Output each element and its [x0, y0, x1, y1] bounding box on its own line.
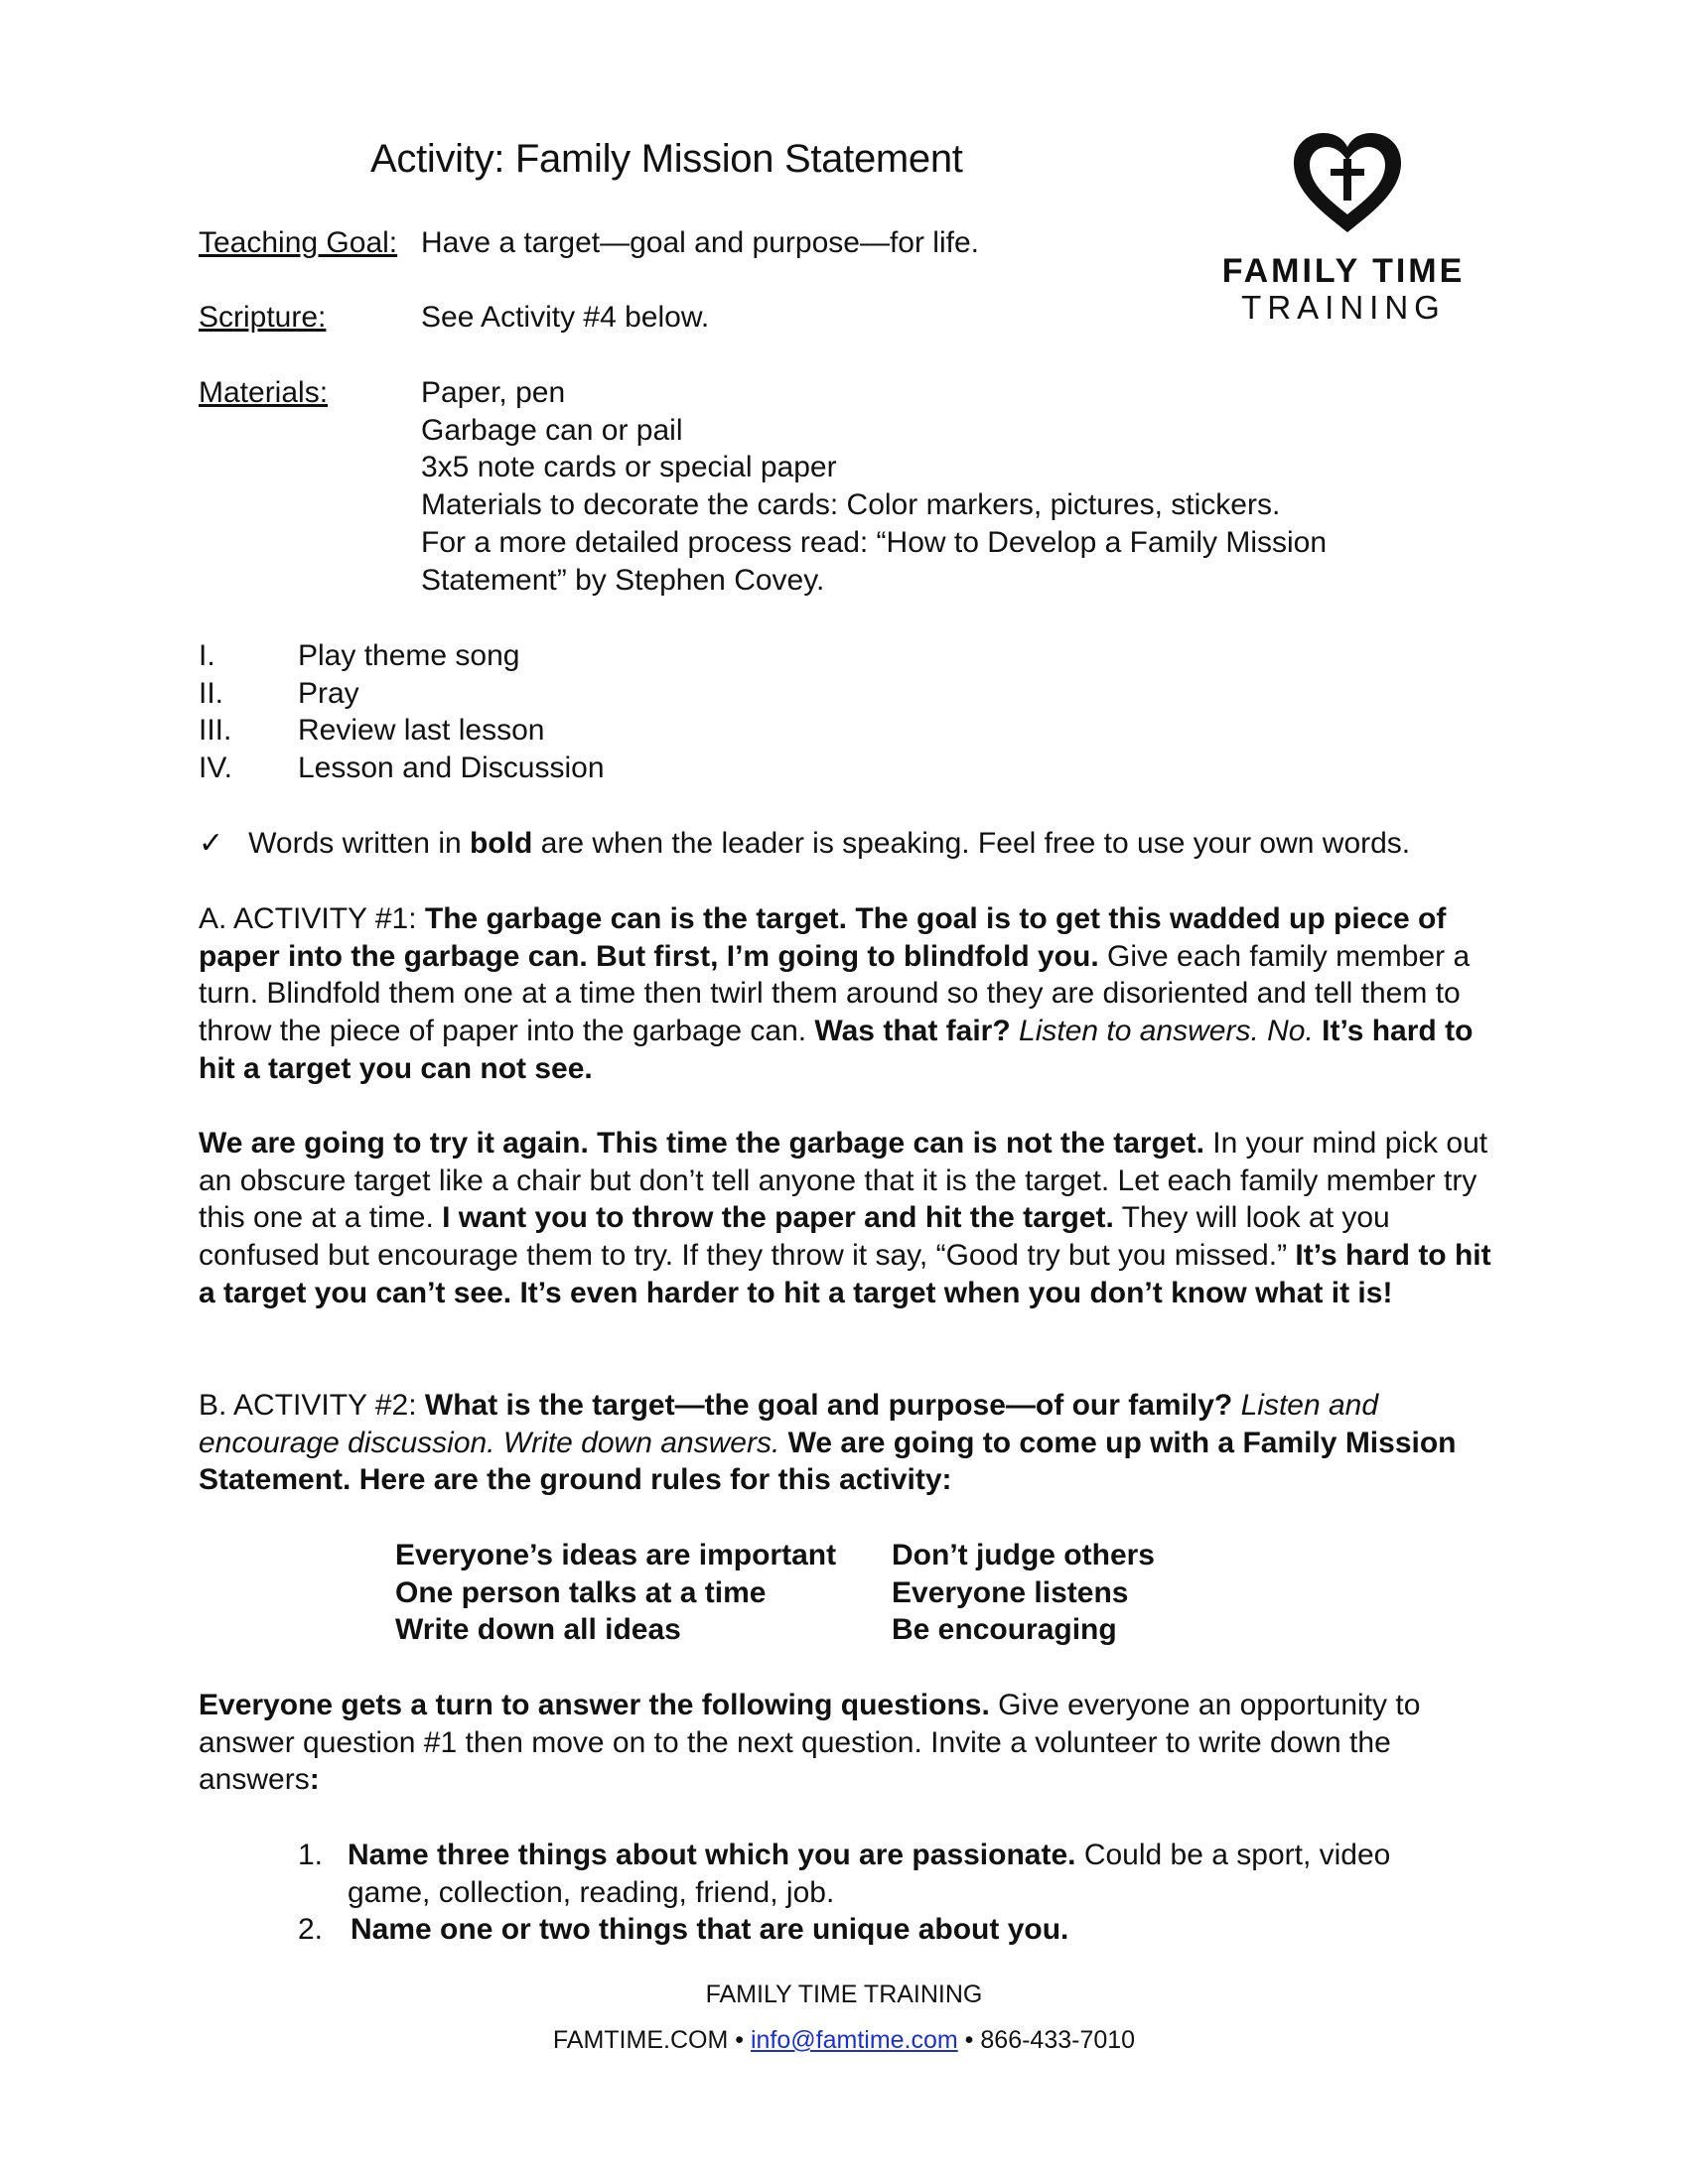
page-title: Activity: Family Mission Statement	[370, 137, 963, 181]
materials-label: Materials:	[199, 376, 329, 409]
heart-cross-icon	[1286, 129, 1409, 238]
question-item	[298, 1911, 1440, 1949]
leader-speech: It’s hard to hit a target you can not see.	[199, 1015, 1474, 1085]
instruction-italic: Listen to answers. No.	[1010, 1015, 1314, 1048]
leader-speech: I want you to throw the paper and hit the target.	[442, 1201, 1114, 1235]
scripture-label: Scripture:	[199, 301, 327, 334]
leader-note	[199, 825, 1509, 863]
outline-text: Pray	[298, 676, 359, 710]
instruction-italic: Listen and encourage discussion. Write down answers.	[199, 1389, 1379, 1459]
ground-rule: One person talks at a time	[395, 1575, 767, 1609]
outline-item	[199, 637, 695, 675]
ground-rules	[395, 1537, 1155, 1649]
logo-text-training: TRAINING	[1241, 289, 1446, 326]
scripture-value: See Activity #4 below.	[421, 301, 710, 334]
question-item	[298, 1837, 1440, 1911]
leader-speech: We are going to try it again. This time the garbage can is not the target.	[199, 1127, 1204, 1160]
bullet-separator: •	[964, 2026, 974, 2054]
outline-item	[199, 712, 695, 750]
checkmark-icon: ✓	[199, 827, 224, 860]
activity-1-paragraph-2	[199, 1125, 1494, 1312]
logo-text-family-time: FAMILY TIME	[1221, 252, 1466, 290]
materials-item: For a more detailed process read: “How to Develop a Family Mission Statement” by Stephen Covey.	[421, 525, 1328, 597]
materials-list	[421, 374, 1414, 599]
leader-speech: The garbage can is the target. The goal is to get this wadded up piece of paper into the garbage can. But first, I’m going to blindfold you.	[199, 902, 1447, 973]
leader-speech: It’s hard to hit a target you can’t see. It’s even harder to hit a target when you don’t know what it is!	[199, 1239, 1491, 1309]
materials-item: 3x5 note cards or special paper	[421, 451, 837, 484]
ground-rules-row	[395, 1611, 1117, 1649]
teaching-goal-value: Have a target—goal and purpose—for life.	[421, 226, 979, 259]
note-text-post: are when the leader is speaking. Feel free to use your own words.	[532, 827, 1411, 860]
family-time-logo	[1192, 129, 1495, 326]
activity-2-paragraph	[199, 1387, 1494, 1499]
leader-speech: We are going to come up with a Family Mission Statement. Here are the ground rules for this activity:	[199, 1426, 1457, 1497]
materials-item: Materials to decorate the cards: Color markers, pictures, stickers.	[421, 488, 1281, 522]
outline-item	[199, 750, 695, 787]
ground-rule: Everyone’s ideas are important	[395, 1539, 837, 1571]
leader-speech: Was that fair?	[814, 1015, 1011, 1048]
teaching-goal-label: Teaching Goal:	[199, 226, 398, 259]
ground-rule: Be encouraging	[892, 1613, 1117, 1647]
ground-rule: Write down all ideas	[395, 1613, 681, 1647]
outline-number: I.	[199, 639, 215, 672]
leader-speech: What is the target—the goal and purpose—of our family?	[424, 1389, 1233, 1422]
footer-contact	[0, 2026, 1688, 2055]
note-text-pre: Words written in	[248, 827, 471, 860]
bullet-separator: •	[735, 2026, 744, 2054]
instruction-text: In your mind pick out an obscure target like a chair but don’t tell anyone that it is the target. Let each family member try this one at a time.	[199, 1127, 1488, 1235]
outline-text: Review last lesson	[298, 714, 545, 748]
ground-rule: Everyone listens	[892, 1575, 1129, 1609]
footer-org-name: FAMILY TIME TRAINING	[705, 1980, 983, 2008]
outline-number: II.	[199, 676, 224, 710]
outline-text: Play theme song	[298, 639, 520, 672]
footer-phone: 866-433-7010	[980, 2026, 1136, 2054]
materials-item: Garbage can or pail	[421, 413, 683, 447]
note-text-bold: bold	[470, 827, 533, 860]
ground-rules-row	[395, 1537, 1155, 1574]
leader-speech: Everyone gets a turn to answer the following questions.	[199, 1689, 990, 1721]
questions-intro	[199, 1687, 1494, 1799]
question-bold: Name three things about which you are passionate.	[348, 1839, 1076, 1871]
outline-text: Lesson and Discussion	[298, 751, 605, 785]
question-number: 2.	[298, 1913, 324, 1947]
activity-1-label: A. ACTIVITY #1:	[199, 902, 425, 935]
materials-item: Paper, pen	[421, 376, 566, 409]
outline-list	[199, 637, 695, 787]
outline-number: III.	[199, 714, 232, 748]
questions-list	[298, 1837, 1440, 1949]
instruction-text: Give each family member a turn. Blindfold them one at a time then twirl them around so they are disoriented and tell them to throw the piece of paper into the garbage can.	[199, 939, 1471, 1048]
instruction-text: They will look at you confused but encourage them to try. If they throw it say, “Good try but you missed.”	[199, 1201, 1390, 1273]
outline-number: IV.	[199, 751, 232, 785]
activity-1-paragraph-1	[199, 900, 1494, 1088]
ground-rule: Don’t judge others	[892, 1539, 1155, 1571]
activity-2-label: B. ACTIVITY #2:	[199, 1389, 425, 1422]
question-rest: Could be a sport, video game, collection, reading, friend, job.	[348, 1839, 1391, 1909]
outline-item	[199, 675, 695, 713]
footer-email-link[interactable]: info@famtime.com	[750, 2026, 958, 2054]
question-number: 1.	[298, 1839, 324, 1871]
colon: :	[309, 1763, 320, 1797]
instruction-text: Give everyone an opportunity to answer question #1 then move on to the next question. Invite a volunteer to write down the answers	[199, 1689, 1421, 1797]
footer-site: FAMTIME.COM	[552, 2026, 729, 2054]
ground-rules-row	[395, 1574, 1129, 1612]
question-bold: Name one or two things that are unique about you.	[351, 1913, 1069, 1947]
